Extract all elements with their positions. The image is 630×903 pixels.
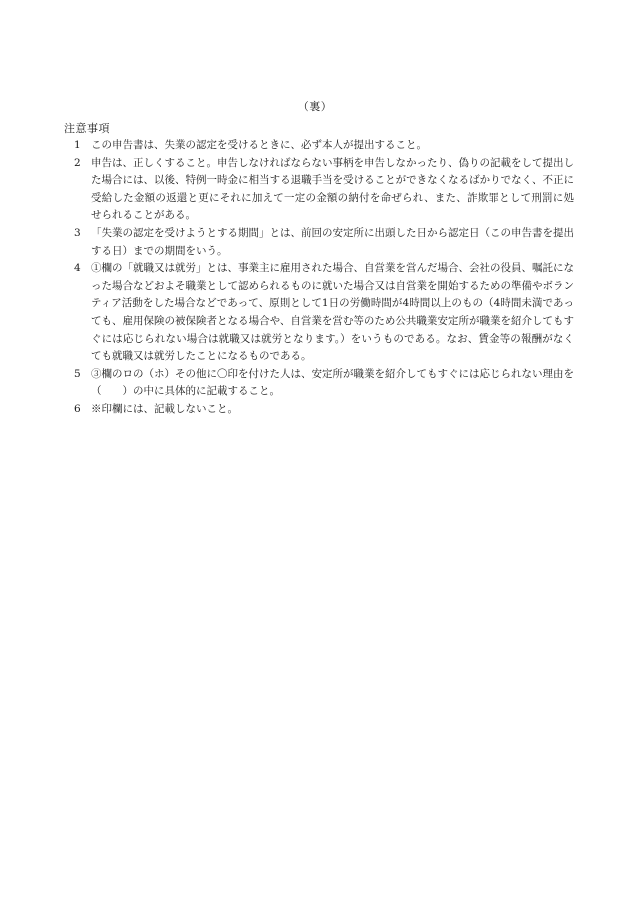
note-number: 5 <box>74 367 81 380</box>
note-text: ③欄のロの（ホ）その他に〇印を付けた人は、安定所が職業を紹介してもすぐには応じられない理由を（ ）の中に具体的に記載すること。 <box>91 367 574 398</box>
note-text: ①欄の「就職又は就労」とは、事業主に雇用された場合、自営業を営んだ場合、会社の役員、嘱託になった場合などおよそ職業として認められるものに就いた場合又は自営業を開始するための準備やボランティア活動をした場合などであって、原則として1日の労働時間が4時間以上のもの（4時間未満であっても、雇用保険の被保険者となる場合や、自営業を営む等のため公共職業安定所が職業を紹介してもすぐには応じられない場合は就職又は就労となります。）をいうものである。なお、賃金等の報酬がなくても就職又は就労したことになるものである。 <box>91 262 574 363</box>
note-item-3 <box>64 225 574 260</box>
note-text: ※印欄には、記載しないこと。 <box>91 402 238 415</box>
page-side-label: （裏） <box>297 100 333 113</box>
note-item-6 <box>64 401 574 419</box>
note-number: 3 <box>74 226 81 239</box>
note-item-5 <box>64 366 574 401</box>
note-item-1 <box>64 137 574 155</box>
note-number: 4 <box>74 262 81 275</box>
note-text: 「失業の認定を受けようとする期間」とは、前回の安定所に出頭した日から認定日（この申告書を提出する日）までの期間をいう。 <box>91 226 574 257</box>
notes-list <box>64 137 574 419</box>
note-number: 2 <box>74 156 81 169</box>
note-text: 申告は、正しくすること。申告しなければならない事柄を申告しなかったり、偽りの記載をして提出した場合には、以後、特例一時金に相当する退職手当を受けることができなくなるばかりでなく、不正に受給した金額の返還と更にそれに加えて一定の金額の納付を命ぜられ、また、詐欺罪として刑罰に処せられることがある。 <box>91 156 574 222</box>
note-number: 6 <box>74 402 81 415</box>
notes-heading: 注意事項 <box>64 122 110 135</box>
note-text: この申告書は、失業の認定を受けるときに、必ず本人が提出すること。 <box>91 139 427 151</box>
note-item-4 <box>64 260 574 366</box>
note-item-2 <box>64 155 574 225</box>
note-number: 1 <box>74 139 81 151</box>
